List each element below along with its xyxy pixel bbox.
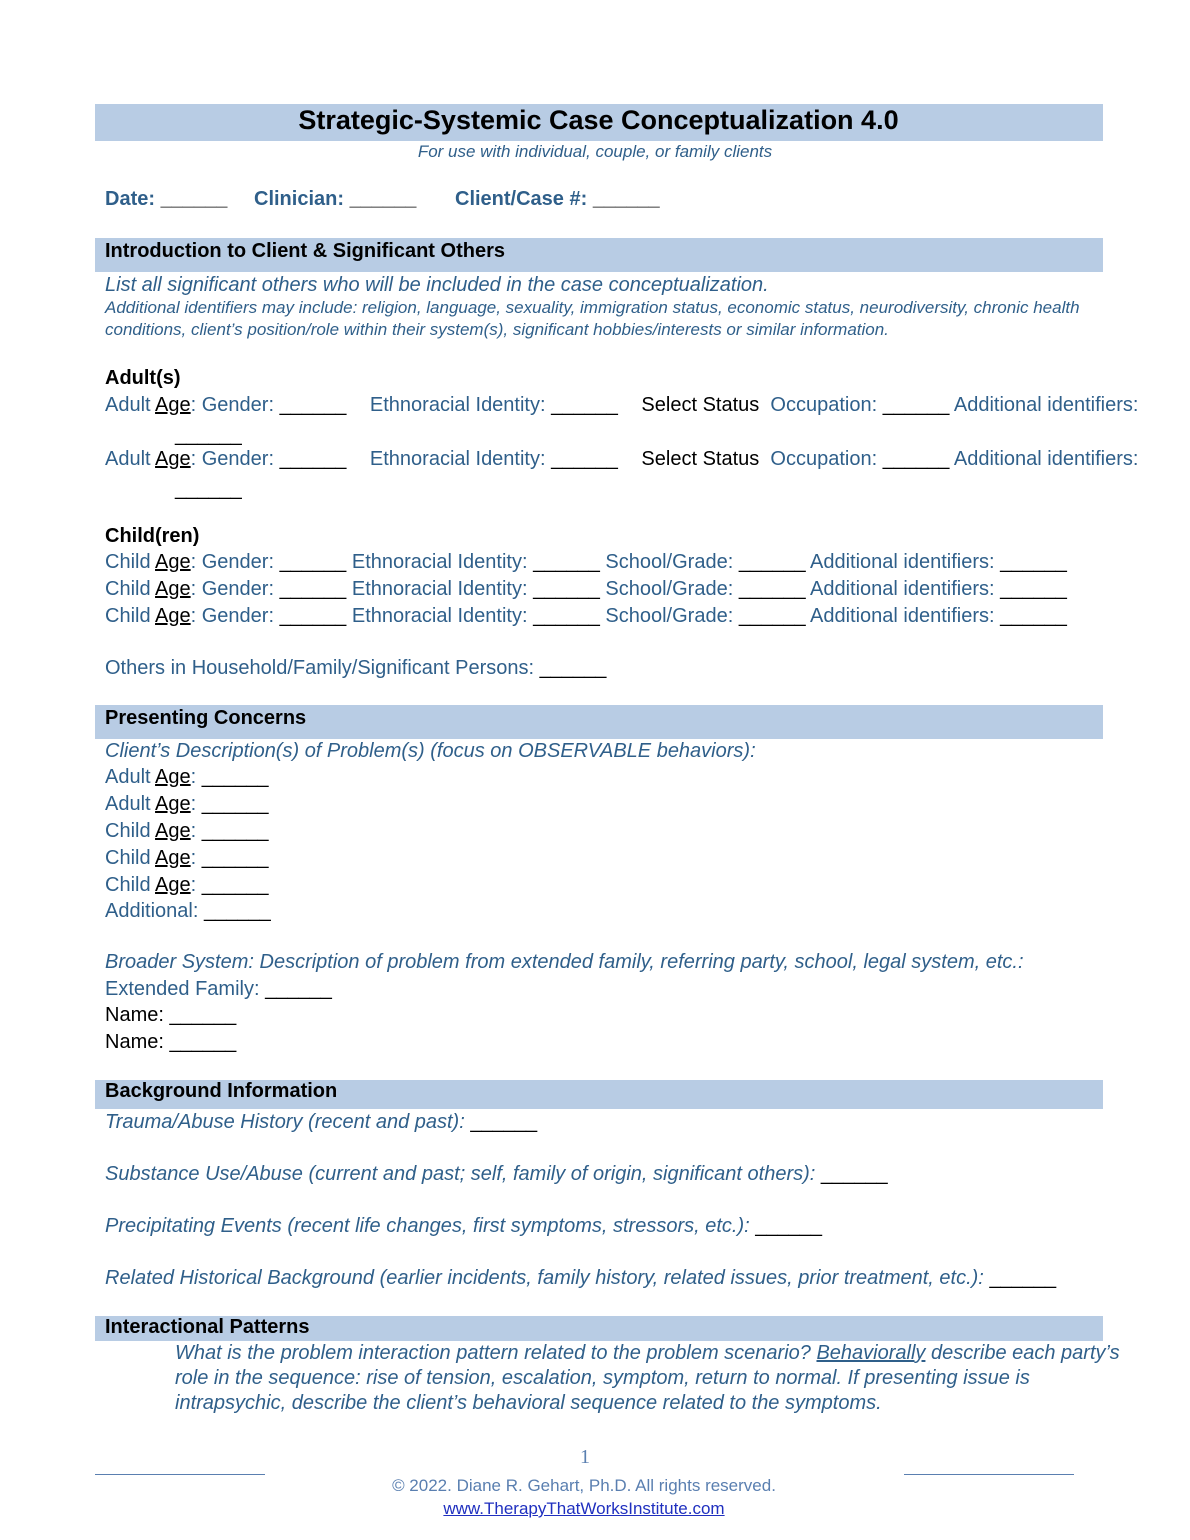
ethno-label: Ethnoracial Identity: — [369, 394, 552, 416]
ethno-label: Ethnoracial Identity: — [351, 551, 534, 573]
age-field[interactable]: Age — [155, 448, 191, 470]
extended-family-row — [105, 978, 332, 1001]
occupation-label: Occupation: — [770, 394, 883, 416]
additional-label: Additional identifiers: — [953, 448, 1139, 470]
clinician-blank[interactable]: ______ — [349, 188, 417, 210]
related-label: Related Historical Background (earlier incidents, family history, related issues, prior treatment, etc.): — [105, 1267, 984, 1289]
gender-blank[interactable]: ______ — [279, 394, 347, 416]
presenting-blank[interactable]: ______ — [201, 766, 269, 788]
name-label: Name — [105, 1004, 159, 1026]
name-blank[interactable]: ______ — [169, 1004, 237, 1026]
related-row — [105, 1267, 1056, 1290]
ethno-blank[interactable]: ______ — [533, 551, 600, 573]
presenting-row — [105, 793, 269, 816]
adult-word: Adult — [105, 448, 151, 470]
child-word: Child — [105, 578, 151, 600]
interactional-question-line-3: intrapsychic, describe the client’s behavioral sequence related to the symptoms. — [175, 1392, 882, 1414]
clinician-field[interactable] — [254, 188, 416, 211]
ethno-blank[interactable]: ______ — [533, 605, 600, 627]
age-field[interactable]: Age — [155, 551, 191, 573]
occupation-blank[interactable]: ______ — [882, 394, 950, 416]
page-subtitle: For use with individual, couple, or family clients — [417, 142, 773, 161]
school-label: School/Grade: — [605, 605, 739, 627]
additional-blank[interactable]: ______ — [175, 424, 242, 446]
ethno-label: Ethnoracial Identity: — [369, 448, 552, 470]
age-field[interactable]: Age — [155, 847, 191, 869]
interactional-question-line-1 — [175, 1342, 1120, 1365]
presenting-heading: Presenting Concerns — [105, 707, 307, 729]
child-word: Child — [105, 874, 151, 896]
colon: : — [190, 874, 202, 896]
footer-link-wrap — [0, 1499, 1168, 1519]
gender-blank[interactable]: ______ — [279, 605, 347, 627]
others-row — [105, 657, 606, 680]
case-field[interactable] — [455, 188, 660, 211]
age-field[interactable]: Age — [155, 605, 191, 627]
age-field[interactable]: Age — [155, 820, 191, 842]
name-row — [105, 1004, 236, 1027]
presenting-blank[interactable]: ______ — [203, 900, 271, 922]
name-blank[interactable]: ______ — [169, 1031, 237, 1053]
gender-label: : Gender: — [190, 605, 280, 627]
date-field[interactable] — [105, 188, 227, 211]
child-word: Child — [105, 847, 151, 869]
case-label: Client/Case #: — [455, 188, 588, 210]
adults-heading: Adult(s) — [105, 367, 181, 389]
presenting-row — [105, 820, 269, 843]
additional-label: Additional: — [105, 900, 204, 922]
age-field[interactable]: Age — [155, 793, 191, 815]
identifiers-line-1: Additional identifiers may include: religion, language, sexuality, immigration status, economic status, neurodiversity, chronic health — [105, 298, 1080, 317]
colon: : — [190, 766, 202, 788]
adult-row — [105, 394, 1138, 417]
website-link[interactable]: www.TherapyThatWorksInstitute.com — [443, 1499, 725, 1518]
presenting-blank[interactable]: ______ — [201, 874, 269, 896]
others-blank[interactable]: ______ — [539, 657, 607, 679]
intro-heading: Introduction to Client & Significant Others — [105, 240, 505, 262]
precipitating-label: Precipitating Events (recent life changes, first symptoms, stressors, etc.): — [105, 1215, 750, 1237]
gender-label: : Gender: — [190, 551, 280, 573]
adult-word: Adult — [105, 793, 151, 815]
gender-label: : Gender: — [190, 448, 280, 470]
additional-label: Additional identifiers: — [810, 551, 995, 573]
footer-rule-left — [95, 1474, 265, 1475]
status-select[interactable]: Select Status — [641, 448, 760, 470]
presenting-blank[interactable]: ______ — [201, 820, 269, 842]
name-label: Name — [105, 1031, 159, 1053]
substance-label: Substance Use/Abuse (current and past; self, family of origin, significant others): — [105, 1163, 816, 1185]
footer-rule-right — [904, 1474, 1074, 1475]
case-blank[interactable]: ______ — [592, 188, 660, 210]
ethno-label: Ethnoracial Identity: — [351, 605, 534, 627]
background-heading: Background Information — [105, 1080, 338, 1102]
child-word: Child — [105, 551, 151, 573]
additional-blank[interactable]: ______ — [175, 478, 242, 500]
child-word: Child — [105, 605, 151, 627]
substance-blank[interactable]: ______ — [820, 1163, 888, 1185]
ethno-blank[interactable]: ______ — [533, 578, 600, 600]
trauma-blank[interactable]: ______ — [470, 1111, 538, 1133]
age-field[interactable]: Age — [155, 578, 191, 600]
occupation-label: Occupation: — [770, 448, 883, 470]
copyright: © 2022. Diane R. Gehart, Ph.D. All rights reserved. — [392, 1476, 776, 1495]
occupation-blank[interactable]: ______ — [882, 448, 950, 470]
adult-word: Adult — [105, 766, 151, 788]
presenting-row — [105, 847, 269, 870]
adult-row — [105, 448, 1138, 471]
additional-label: Additional identifiers: — [810, 605, 995, 627]
school-blank[interactable]: ______ — [738, 551, 806, 573]
children-heading: Child(ren) — [105, 525, 200, 547]
ethno-blank[interactable]: ______ — [551, 394, 618, 416]
ethno-label: Ethnoracial Identity: — [351, 578, 534, 600]
school-label: School/Grade: — [605, 551, 739, 573]
additional-blank[interactable]: ______ — [1000, 578, 1067, 600]
colon: : — [190, 793, 202, 815]
extended-family-label: Extended Family: — [105, 978, 260, 1000]
child-row — [105, 578, 1067, 601]
precipitating-row — [105, 1215, 822, 1238]
colon: : — [158, 1031, 170, 1053]
adult-word: Adult — [105, 394, 151, 416]
gender-label: : Gender: — [190, 394, 280, 416]
child-word: Child — [105, 820, 151, 842]
trauma-label: Trauma/Abuse History (recent and past): — [105, 1111, 465, 1133]
others-label: Others in Household/Family/Significant Persons: — [105, 657, 540, 679]
child-row — [105, 605, 1067, 628]
gender-blank[interactable]: ______ — [279, 578, 347, 600]
precipitating-blank[interactable]: ______ — [755, 1215, 822, 1237]
date-blank[interactable]: ______ — [160, 188, 228, 210]
colon: : — [190, 847, 202, 869]
child-row — [105, 551, 1067, 574]
colon: : — [158, 1004, 170, 1026]
question-underlined: Behaviorally — [816, 1342, 926, 1364]
identifiers-line-2: conditions, client’s position/role within their system(s), significant hobbies/interests or similar information. — [105, 320, 889, 339]
page-title: Strategic-Systemic Case Conceptualization 4.0 — [298, 105, 899, 135]
date-label: Date: — [105, 188, 156, 210]
name-row — [105, 1031, 236, 1054]
ethno-blank[interactable]: ______ — [551, 448, 618, 470]
related-blank[interactable]: ______ — [989, 1267, 1057, 1289]
substance-row — [105, 1163, 888, 1186]
age-field[interactable]: Age — [155, 874, 191, 896]
clinician-label: Clinician: — [254, 188, 345, 210]
intro-instruction: List all significant others who will be included in the case conceptualization. — [105, 274, 769, 296]
interactional-question-line-2: role in the sequence: rise of tension, escalation, symptom, return to normal. If presenting issue is — [175, 1367, 1030, 1389]
presenting-blank[interactable]: ______ — [201, 847, 269, 869]
age-field[interactable]: Age — [155, 766, 191, 788]
school-label: School/Grade: — [605, 578, 739, 600]
client-description: Client’s Description(s) of Problem(s) (focus on OBSERVABLE behaviors): — [105, 740, 756, 762]
extended-family-blank[interactable]: ______ — [265, 978, 332, 1000]
additional-label: Additional identifiers: — [810, 578, 995, 600]
presenting-blank[interactable]: ______ — [201, 793, 269, 815]
trauma-row — [105, 1111, 537, 1134]
question-part-1: What is the problem interaction pattern related to the problem scenario? — [175, 1342, 817, 1364]
presenting-row — [105, 874, 269, 897]
status-select[interactable]: Select Status — [641, 394, 760, 416]
school-blank[interactable]: ______ — [738, 578, 806, 600]
presenting-additional-row — [105, 900, 271, 923]
presenting-row — [105, 766, 269, 789]
broader-system: Broader System: Description of problem from extended family, referring party, school, legal system, etc.: — [105, 951, 1024, 973]
additional-blank[interactable]: ______ — [1000, 551, 1067, 573]
gender-blank[interactable]: ______ — [279, 448, 347, 470]
colon: : — [190, 820, 202, 842]
age-field[interactable]: Age — [155, 394, 191, 416]
additional-blank[interactable]: ______ — [1000, 605, 1067, 627]
school-blank[interactable]: ______ — [738, 605, 806, 627]
gender-label: : Gender: — [190, 578, 280, 600]
page-number: 1 — [580, 1446, 590, 1468]
additional-label: Additional identifiers: — [953, 394, 1139, 416]
question-part-2: describe each party’s — [925, 1342, 1120, 1364]
gender-blank[interactable]: ______ — [279, 551, 347, 573]
interactional-heading: Interactional Patterns — [105, 1316, 310, 1338]
